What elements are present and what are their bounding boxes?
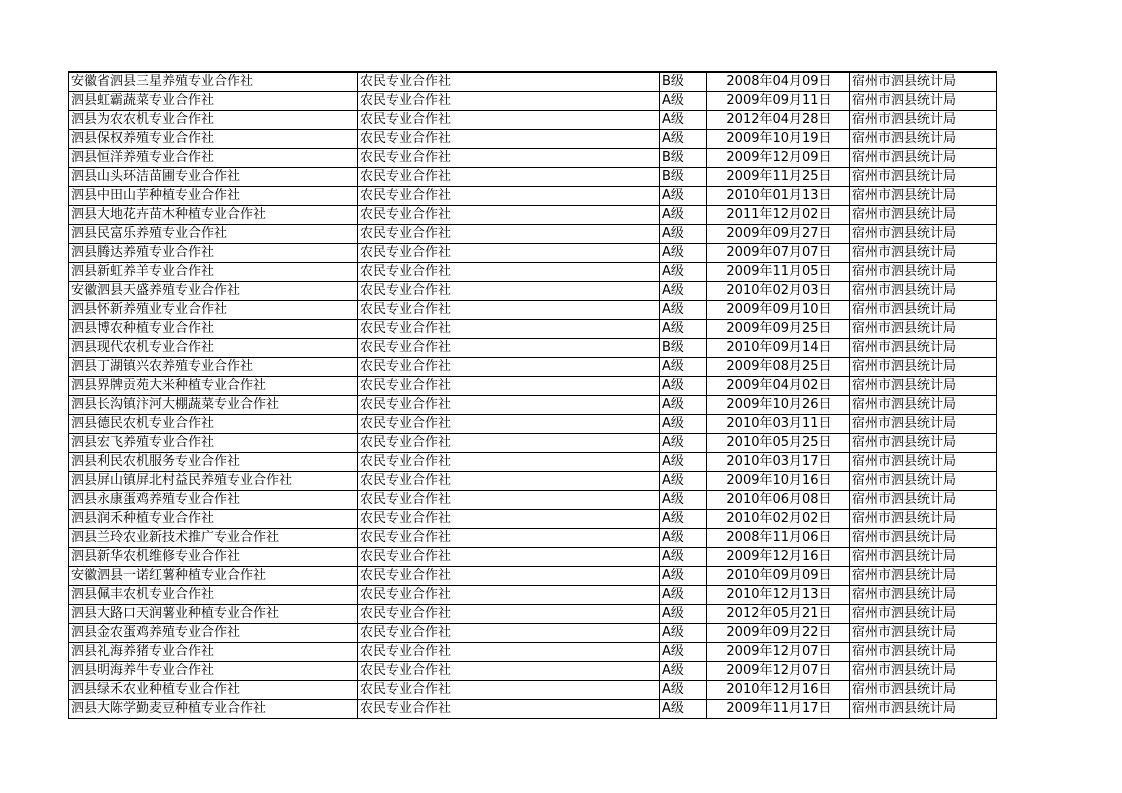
cell-grade: A级 [660,130,707,149]
cell-entity-type: 农民专业合作社 [358,149,660,168]
table-row [69,168,997,187]
table-row [69,662,997,681]
table-row [69,510,997,529]
table-row [69,282,997,301]
cell-organization: 宿州市泗县统计局 [850,168,997,187]
cell-entity-type: 农民专业合作社 [358,586,660,605]
cell-date: 2009年08月25日 [707,358,850,377]
cell-date: 2009年10月19日 [707,130,850,149]
cell-grade: A级 [660,92,707,111]
cell-date: 2008年11月06日 [707,529,850,548]
cell-entity-type: 农民专业合作社 [358,567,660,586]
cell-cooperative-name: 泗县为农农机专业合作社 [69,111,358,130]
cell-organization: 宿州市泗县统计局 [850,491,997,510]
cell-grade: A级 [660,453,707,472]
table-row [69,320,997,339]
cell-grade: A级 [660,263,707,282]
cell-date: 2009年09月11日 [707,92,850,111]
cell-entity-type: 农民专业合作社 [358,491,660,510]
cell-grade: A级 [660,377,707,396]
cell-cooperative-name: 泗县绿禾农业种植专业合作社 [69,681,358,700]
cell-cooperative-name: 泗县礼海养猪专业合作社 [69,643,358,662]
cell-cooperative-name: 泗县恒洋养殖专业合作社 [69,149,358,168]
cell-entity-type: 农民专业合作社 [358,130,660,149]
cell-organization: 宿州市泗县统计局 [850,358,997,377]
cell-organization: 宿州市泗县统计局 [850,282,997,301]
cell-date: 2009年09月25日 [707,320,850,339]
cell-cooperative-name: 泗县现代农机专业合作社 [69,339,358,358]
cell-grade: A级 [660,491,707,510]
cell-grade: A级 [660,605,707,624]
cell-organization: 宿州市泗县统计局 [850,434,997,453]
cell-grade: A级 [660,548,707,567]
cell-organization: 宿州市泗县统计局 [850,624,997,643]
cell-date: 2010年12月13日 [707,586,850,605]
table-row [69,339,997,358]
cell-organization: 宿州市泗县统计局 [850,396,997,415]
table-row [69,149,997,168]
cell-organization: 宿州市泗县统计局 [850,605,997,624]
cell-date: 2010年03月11日 [707,415,850,434]
cell-cooperative-name: 泗县长沟镇汴河大棚蔬菜专业合作社 [69,396,358,415]
cell-entity-type: 农民专业合作社 [358,434,660,453]
cell-entity-type: 农民专业合作社 [358,282,660,301]
cell-cooperative-name: 泗县博农种植专业合作社 [69,320,358,339]
cell-entity-type: 农民专业合作社 [358,263,660,282]
cell-grade: A级 [660,244,707,263]
cell-organization: 宿州市泗县统计局 [850,415,997,434]
cell-grade: A级 [660,301,707,320]
cell-grade: A级 [660,472,707,491]
cell-cooperative-name: 泗县大陈学勤麦豆种植专业合作社 [69,700,358,719]
cell-cooperative-name: 泗县利民农机服务专业合作社 [69,453,358,472]
cell-date: 2010年01月13日 [707,187,850,206]
table-row [69,624,997,643]
cell-date: 2008年04月09日 [707,72,850,92]
cell-date: 2009年12月16日 [707,548,850,567]
cell-entity-type: 农民专业合作社 [358,92,660,111]
cell-cooperative-name: 泗县民富乐养殖专业合作社 [69,225,358,244]
cell-cooperative-name: 安徽泗县天盛养殖专业合作社 [69,282,358,301]
cell-entity-type: 农民专业合作社 [358,320,660,339]
cell-grade: A级 [660,206,707,225]
cell-date: 2009年11月05日 [707,263,850,282]
cell-entity-type: 农民专业合作社 [358,662,660,681]
table-row [69,434,997,453]
cell-entity-type: 农民专业合作社 [358,529,660,548]
cell-grade: A级 [660,187,707,206]
cell-entity-type: 农民专业合作社 [358,225,660,244]
cell-grade: A级 [660,225,707,244]
cell-date: 2009年12月09日 [707,149,850,168]
table-row [69,700,997,719]
cell-grade: A级 [660,510,707,529]
cell-cooperative-name: 泗县大路口天润薯业种植专业合作社 [69,605,358,624]
cell-grade: A级 [660,624,707,643]
cell-cooperative-name: 泗县腾达养殖专业合作社 [69,244,358,263]
cell-grade: B级 [660,149,707,168]
cell-cooperative-name: 安徽省泗县三星养殖专业合作社 [69,72,358,92]
cell-grade: A级 [660,700,707,719]
cell-date: 2009年11月17日 [707,700,850,719]
table-row [69,130,997,149]
cell-organization: 宿州市泗县统计局 [850,111,997,130]
cooperative-table [68,71,997,719]
cell-organization: 宿州市泗县统计局 [850,681,997,700]
cell-date: 2010年12月16日 [707,681,850,700]
table-row [69,415,997,434]
cell-entity-type: 农民专业合作社 [358,396,660,415]
cell-date: 2010年02月03日 [707,282,850,301]
cell-organization: 宿州市泗县统计局 [850,149,997,168]
cell-entity-type: 农民专业合作社 [358,206,660,225]
cell-cooperative-name: 泗县宏飞养殖专业合作社 [69,434,358,453]
cell-date: 2010年02月02日 [707,510,850,529]
cell-date: 2010年09月09日 [707,567,850,586]
table-row [69,377,997,396]
cell-cooperative-name: 泗县屏山镇屏北村益民养殖专业合作社 [69,472,358,491]
table-row [69,92,997,111]
cell-organization: 宿州市泗县统计局 [850,339,997,358]
cell-organization: 宿州市泗县统计局 [850,206,997,225]
cell-grade: B级 [660,72,707,92]
cell-cooperative-name: 泗县润禾种植专业合作社 [69,510,358,529]
cell-entity-type: 农民专业合作社 [358,377,660,396]
cell-grade: B级 [660,168,707,187]
table-row [69,681,997,700]
table-row [69,643,997,662]
cell-entity-type: 农民专业合作社 [358,681,660,700]
cell-grade: A级 [660,358,707,377]
cell-grade: A级 [660,434,707,453]
cell-date: 2009年10月26日 [707,396,850,415]
cell-date: 2011年12月02日 [707,206,850,225]
cell-entity-type: 农民专业合作社 [358,358,660,377]
table-row [69,206,997,225]
cell-cooperative-name: 泗县丁湖镇兴农养殖专业合作社 [69,358,358,377]
cell-date: 2009年09月10日 [707,301,850,320]
cell-grade: B级 [660,339,707,358]
cell-entity-type: 农民专业合作社 [358,700,660,719]
cell-organization: 宿州市泗县统计局 [850,263,997,282]
cell-organization: 宿州市泗县统计局 [850,320,997,339]
cell-grade: A级 [660,415,707,434]
cell-grade: A级 [660,320,707,339]
cell-cooperative-name: 泗县中田山芋种植专业合作社 [69,187,358,206]
cell-cooperative-name: 泗县新虹养羊专业合作社 [69,263,358,282]
cell-date: 2009年12月07日 [707,643,850,662]
cell-date: 2009年04月02日 [707,377,850,396]
cell-entity-type: 农民专业合作社 [358,301,660,320]
cell-date: 2009年09月22日 [707,624,850,643]
cell-organization: 宿州市泗县统计局 [850,225,997,244]
cell-organization: 宿州市泗县统计局 [850,567,997,586]
cell-organization: 宿州市泗县统计局 [850,187,997,206]
table-row [69,358,997,377]
table-row [69,567,997,586]
cell-entity-type: 农民专业合作社 [358,548,660,567]
table-row [69,225,997,244]
cell-cooperative-name: 泗县山头环洁苗圃专业合作社 [69,168,358,187]
cell-cooperative-name: 泗县金农蛋鸡养殖专业合作社 [69,624,358,643]
cell-grade: A级 [660,111,707,130]
cell-entity-type: 农民专业合作社 [358,624,660,643]
cell-organization: 宿州市泗县统计局 [850,244,997,263]
table-row [69,605,997,624]
cell-cooperative-name: 泗县界牌贡苑大米种植专业合作社 [69,377,358,396]
cell-entity-type: 农民专业合作社 [358,510,660,529]
cell-cooperative-name: 泗县大地花卉苗木种植专业合作社 [69,206,358,225]
cell-date: 2009年12月07日 [707,662,850,681]
cell-cooperative-name: 泗县虹霸蔬菜专业合作社 [69,92,358,111]
cell-entity-type: 农民专业合作社 [358,643,660,662]
table-row [69,396,997,415]
cell-cooperative-name: 泗县明海养牛专业合作社 [69,662,358,681]
cell-grade: A级 [660,567,707,586]
cell-date: 2009年09月27日 [707,225,850,244]
cell-cooperative-name: 泗县怀新养殖业专业合作社 [69,301,358,320]
cell-date: 2009年11月25日 [707,168,850,187]
cell-entity-type: 农民专业合作社 [358,472,660,491]
cell-cooperative-name: 泗县永康蛋鸡养殖专业合作社 [69,491,358,510]
cell-date: 2010年09月14日 [707,339,850,358]
cell-organization: 宿州市泗县统计局 [850,377,997,396]
cell-organization: 宿州市泗县统计局 [850,92,997,111]
cell-organization: 宿州市泗县统计局 [850,643,997,662]
cell-cooperative-name: 泗县兰玲农业新技术推广专业合作社 [69,529,358,548]
cell-organization: 宿州市泗县统计局 [850,453,997,472]
table-row [69,244,997,263]
cell-entity-type: 农民专业合作社 [358,168,660,187]
cell-cooperative-name: 安徽泗县一诺红薯种植专业合作社 [69,567,358,586]
table-row [69,263,997,282]
table-row [69,301,997,320]
cell-cooperative-name: 泗县佩丰农机专业合作社 [69,586,358,605]
table-row [69,472,997,491]
cell-date: 2012年05月21日 [707,605,850,624]
cell-organization: 宿州市泗县统计局 [850,548,997,567]
cell-date: 2010年05月25日 [707,434,850,453]
cell-entity-type: 农民专业合作社 [358,111,660,130]
cell-entity-type: 农民专业合作社 [358,605,660,624]
cell-organization: 宿州市泗县统计局 [850,301,997,320]
cell-organization: 宿州市泗县统计局 [850,662,997,681]
cell-grade: A级 [660,282,707,301]
cell-grade: A级 [660,396,707,415]
cell-entity-type: 农民专业合作社 [358,72,660,92]
cell-entity-type: 农民专业合作社 [358,415,660,434]
cell-date: 2009年10月16日 [707,472,850,491]
table-row [69,548,997,567]
table-row [69,586,997,605]
cell-cooperative-name: 泗县新华农机维修专业合作社 [69,548,358,567]
table-row [69,491,997,510]
cell-organization: 宿州市泗县统计局 [850,529,997,548]
cell-cooperative-name: 泗县保权养殖专业合作社 [69,130,358,149]
table-row [69,529,997,548]
table-body [69,72,997,719]
table-row [69,111,997,130]
cell-date: 2010年06月08日 [707,491,850,510]
cell-grade: A级 [660,681,707,700]
cell-entity-type: 农民专业合作社 [358,187,660,206]
cell-date: 2012年04月28日 [707,111,850,130]
cell-date: 2010年03月17日 [707,453,850,472]
table-row [69,187,997,206]
cell-cooperative-name: 泗县德民农机专业合作社 [69,415,358,434]
cell-entity-type: 农民专业合作社 [358,244,660,263]
cell-entity-type: 农民专业合作社 [358,453,660,472]
cell-date: 2009年07月07日 [707,244,850,263]
cell-organization: 宿州市泗县统计局 [850,472,997,491]
cell-grade: A级 [660,586,707,605]
table-row [69,72,997,92]
cell-organization: 宿州市泗县统计局 [850,510,997,529]
cell-organization: 宿州市泗县统计局 [850,130,997,149]
cell-grade: A级 [660,529,707,548]
cell-entity-type: 农民专业合作社 [358,339,660,358]
table-row [69,453,997,472]
cell-grade: A级 [660,662,707,681]
cell-grade: A级 [660,643,707,662]
cell-organization: 宿州市泗县统计局 [850,72,997,92]
cell-organization: 宿州市泗县统计局 [850,700,997,719]
cell-organization: 宿州市泗县统计局 [850,586,997,605]
